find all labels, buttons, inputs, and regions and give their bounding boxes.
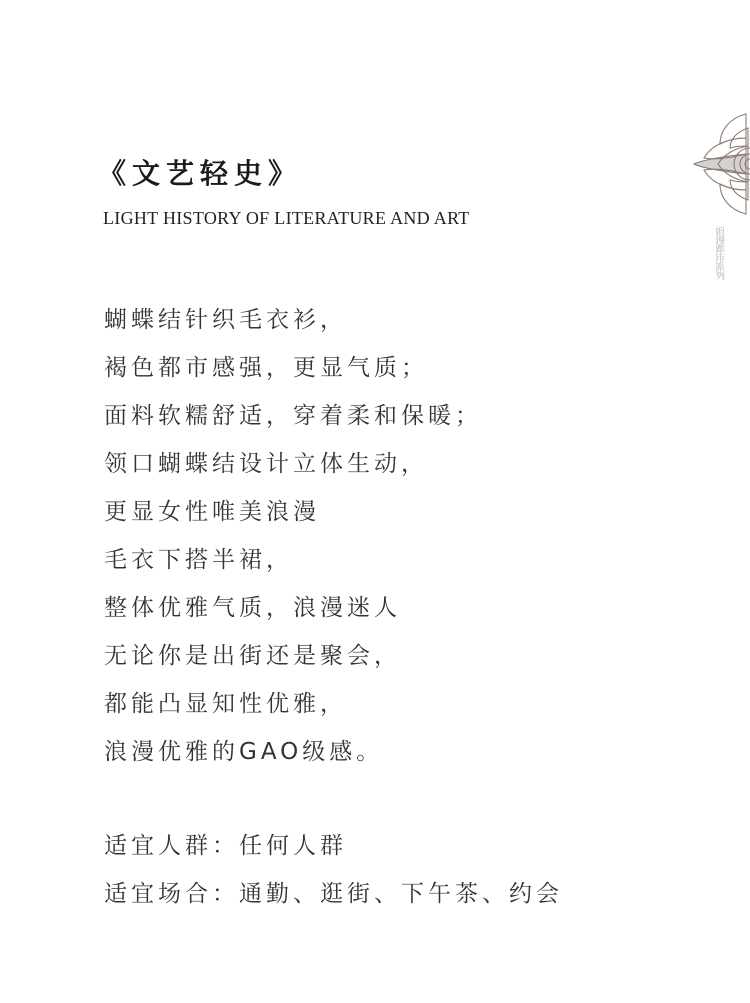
description-line: 褐色都市感强，更显气质；: [104, 355, 428, 381]
mandala-ornament-icon: [690, 108, 750, 220]
suitable-crowd: 适宜人群：任何人群: [104, 833, 347, 859]
description-line: 领口蝴蝶结设计立体生动，: [104, 451, 428, 477]
series-seal-text: 浪漫都市系列: [714, 226, 724, 280]
description-line: 浪漫优雅的GAO级感。: [104, 739, 384, 765]
description-line: 更显女性唯美浪漫: [104, 499, 320, 525]
description-line: 整体优雅气质，浪漫迷人: [104, 595, 401, 621]
page-subtitle: LIGHT HISTORY OF LITERATURE AND ART: [103, 208, 470, 228]
seal-dotted-line: [716, 228, 721, 274]
page-title: 《文艺轻史》: [98, 157, 303, 190]
description-line: 都能凸显知性优雅，: [104, 691, 347, 717]
description-line: 面料软糯舒适，穿着柔和保暖；: [104, 403, 482, 429]
product-info: [104, 824, 563, 920]
description-line: 无论你是出街还是聚会，: [104, 643, 401, 669]
description-text: [104, 298, 482, 778]
description-line: 毛衣下搭半裙，: [104, 547, 293, 573]
description-line: 蝴蝶结针织毛衣衫，: [104, 307, 347, 333]
suitable-occasion: 适宜场合：通勤、逛街、下午茶、约会: [104, 881, 563, 907]
